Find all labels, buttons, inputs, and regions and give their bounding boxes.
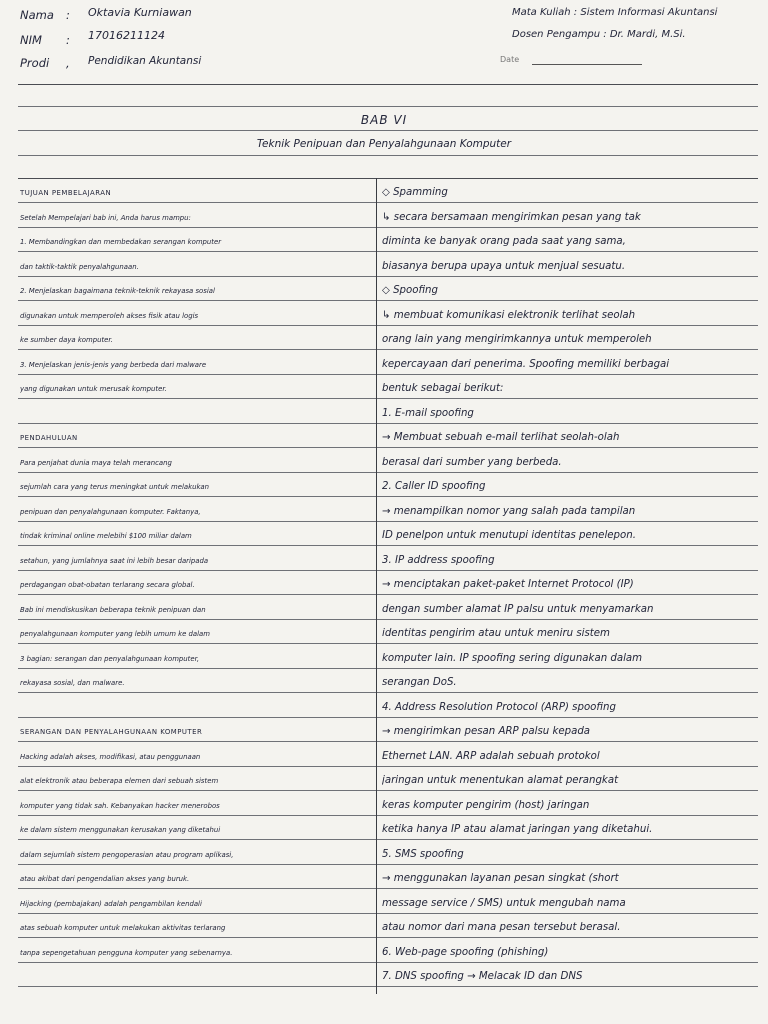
prodi-separator: , xyxy=(66,56,70,70)
left-text-line: dalam sejumlah sistem pengoperasian atau program aplikasi, xyxy=(20,850,234,859)
rule-line xyxy=(18,227,758,228)
right-text-line: → mengirimkan pesan ARP palsu kepada xyxy=(382,726,591,737)
right-text-line: biasanya berupa upaya untuk menjual sesuatu. xyxy=(382,260,626,272)
rule-line xyxy=(18,251,758,252)
left-text-line: 1. Membandingkan dan membedakan serangan komputer xyxy=(20,238,222,246)
date-rule xyxy=(532,64,642,65)
left-text-line: ke sumber daya komputer. xyxy=(20,336,113,344)
rule-line xyxy=(18,472,758,473)
right-text-line: serangan DoS. xyxy=(382,677,457,688)
right-text-line: atau nomor dari mana pesan tersebut berasal. xyxy=(382,922,621,933)
right-text-line: berasal dari sumber yang berbeda. xyxy=(382,456,562,468)
rule-line xyxy=(18,398,758,399)
chapter-title: BAB VI xyxy=(360,113,408,127)
rule-line xyxy=(18,668,758,669)
rule-line xyxy=(18,741,758,742)
dosen-pengampu: Dosen Pengampu : Dr. Mardi, M.Si. xyxy=(512,29,686,40)
right-text-line: Ethernet LAN. ARP adalah sebuah protokol xyxy=(382,750,600,762)
rule-line xyxy=(18,594,758,595)
right-text-line: ◇ Spoofing xyxy=(382,285,438,296)
right-text-line: message service / SMS) untuk mengubah nama xyxy=(382,897,626,909)
right-text-line: 3. IP address spoofing xyxy=(382,554,495,566)
right-text-line: ketika hanya IP atau alamat jaringan yang diketahui. xyxy=(382,824,653,835)
nim-separator: : xyxy=(66,33,70,47)
left-text-line: rekayasa sosial, dan malware. xyxy=(20,679,125,687)
right-text-line: ↳ secara bersamaan mengirimkan pesan yang tak xyxy=(382,211,641,223)
left-text-line: Para penjahat dunia maya telah merancang xyxy=(20,458,172,467)
rule-line xyxy=(18,496,758,497)
right-text-line: jaringan untuk menentukan alamat perangkat xyxy=(382,775,619,786)
left-text-line: dan taktik-taktik penyalahgunaan. xyxy=(20,262,139,271)
left-text-line: penipuan dan penyalahgunaan komputer. Faktanya, xyxy=(20,507,201,516)
rule-line xyxy=(18,84,758,85)
left-text-line: tindak kriminal online melebihi $100 miliar dalam xyxy=(20,532,192,540)
rule-line xyxy=(18,155,758,156)
left-text-line: Setelah Mempelajari bab ini, Anda harus mampu: xyxy=(20,213,191,222)
rule-line xyxy=(18,619,758,620)
left-text-line: tanpa sepengetahuan pengguna komputer yang sebenarnya. xyxy=(20,948,233,957)
right-text-line: dengan sumber alamat IP palsu untuk menyamarkan xyxy=(382,603,654,615)
rule-line xyxy=(18,570,758,571)
right-text-line: kepercayaan dari penerima. Spoofing memiliki berbagai xyxy=(382,358,670,370)
right-text-line: → menggunakan layanan pesan singkat (short xyxy=(382,873,619,884)
rule-line xyxy=(18,300,758,301)
nama-value: Oktavia Kurniawan xyxy=(88,6,192,19)
rule-line xyxy=(18,106,758,107)
rule-line xyxy=(18,692,758,693)
left-text-line: perdagangan obat-obatan terlarang secara global. xyxy=(20,581,195,589)
left-text-line: digunakan untuk memperoleh akses fisik atau logis xyxy=(20,311,199,320)
left-text-line: atas sebuah komputer untuk melakukan aktivitas terlarang xyxy=(20,924,226,932)
right-text-line: komputer lain. IP spoofing sering digunakan dalam xyxy=(382,652,643,664)
rule-line xyxy=(18,374,758,375)
rule-line xyxy=(18,325,758,326)
right-text-line: diminta ke banyak orang pada saat yang sama, xyxy=(382,236,626,247)
rule-line xyxy=(18,178,758,179)
rule-line xyxy=(18,202,758,203)
right-text-line: ↳ membuat komunikasi elektronik terlihat seolah xyxy=(382,309,636,321)
right-text-line: → Membuat sebuah e-mail terlihat seolah-olah xyxy=(382,432,620,443)
left-text-line: alat elektronik atau beberapa elemen dari sebuah sistem xyxy=(20,777,219,785)
rule-line xyxy=(18,864,758,865)
rule-line xyxy=(18,423,758,424)
right-text-line: ID penelpon untuk menutupi identitas penelepon. xyxy=(382,530,636,541)
rule-line xyxy=(18,888,758,889)
left-text-line: Hijacking (pembajakan) adalah pengambilan kendali xyxy=(20,899,202,908)
prodi-value: Pendidikan Akuntansi xyxy=(88,55,202,67)
right-text-line: identitas pengirim atau untuk meniru sistem xyxy=(382,628,610,639)
nim-label: NIM xyxy=(20,33,42,47)
left-text-line: 3. Menjelaskan jenis-jenis yang berbeda dari malware xyxy=(20,360,207,369)
rule-line xyxy=(18,937,758,938)
right-text-line: ◇ Spamming xyxy=(382,187,448,198)
nama-separator: : xyxy=(66,8,70,22)
rule-line xyxy=(18,986,758,987)
right-text-line: 6. Web-page spoofing (phishing) xyxy=(382,946,549,958)
chapter-subtitle: Teknik Penipuan dan Penyalahgunaan Komputer xyxy=(256,138,512,150)
date-label: Date xyxy=(500,55,520,64)
rule-line xyxy=(18,717,758,718)
left-text-line: PENDAHULUAN xyxy=(20,434,78,442)
left-text-line: setahun, yang jumlahnya saat ini lebih besar daripada xyxy=(20,556,209,565)
left-text-line: 3 bagian: serangan dan penyalahgunaan komputer, xyxy=(20,654,200,663)
left-text-line: SERANGAN DAN PENYALAHGUNAAN KOMPUTER xyxy=(20,728,203,736)
left-text-line xyxy=(20,700,376,716)
left-text-line: yang digunakan untuk merusak komputer. xyxy=(20,385,167,393)
rule-line xyxy=(18,447,758,448)
right-text-line: orang lain yang mengirimkannya untuk memperoleh xyxy=(382,334,652,345)
left-text-line: sejumlah cara yang terus meningkat untuk melakukan xyxy=(20,483,210,491)
left-text-line: Hacking adalah akses, modifikasi, atau penggunaan xyxy=(20,752,201,761)
left-text-line: ke dalam sistem menggunakan kerusakan yang diketahui xyxy=(20,826,221,834)
rule-line xyxy=(18,545,758,546)
rule-line xyxy=(18,130,758,131)
left-text-line: Bab ini mendiskusikan beberapa teknik penipuan dan xyxy=(20,605,206,614)
left-text-line: penyalahgunaan komputer yang lebih umum ke dalam xyxy=(20,630,210,638)
mata-kuliah: Mata Kuliah : Sistem Informasi Akuntansi xyxy=(512,7,718,18)
rule-line xyxy=(18,521,758,522)
prodi-label: Prodi xyxy=(20,56,50,70)
right-text-line: keras komputer pengirim (host) jaringan xyxy=(382,799,590,811)
left-text-line: 2. Menjelaskan bagaimana teknik-teknik rekayasa sosial xyxy=(20,287,215,295)
right-text-line: bentuk sebagai berikut: xyxy=(382,383,504,394)
rule-line xyxy=(18,349,758,350)
rule-line xyxy=(18,839,758,840)
rule-line xyxy=(18,643,758,644)
rule-line xyxy=(18,790,758,791)
right-text-line: 4. Address Resolution Protocol (ARP) spoofing xyxy=(382,701,616,713)
left-text-line: komputer yang tidak sah. Kebanyakan hacker menerobos xyxy=(20,801,220,810)
nama-label: Nama xyxy=(20,8,54,22)
rule-line xyxy=(18,913,758,914)
right-text-line: 7. DNS spoofing → Melacak ID dan DNS xyxy=(382,971,583,982)
left-text-line: atau akibat dari pengendalian akses yang buruk. xyxy=(20,875,190,883)
rule-line xyxy=(18,766,758,767)
rule-line xyxy=(18,815,758,816)
left-text-line: TUJUAN PEMBELAJARAN xyxy=(20,189,112,197)
right-text-line: → menampilkan nomor yang salah pada tampilan xyxy=(382,505,636,517)
rule-line xyxy=(18,276,758,277)
column-divider xyxy=(376,178,377,994)
right-text-line: 5. SMS spoofing xyxy=(382,848,464,860)
nim-value: 17016211124 xyxy=(88,29,165,42)
rule-line xyxy=(18,962,758,963)
right-text-line: → menciptakan paket-paket Internet Protocol (IP) xyxy=(382,579,634,590)
right-text-line: 2. Caller ID spoofing xyxy=(382,481,486,492)
left-text-line xyxy=(20,406,376,422)
right-text-line: 1. E-mail spoofing xyxy=(382,407,474,419)
